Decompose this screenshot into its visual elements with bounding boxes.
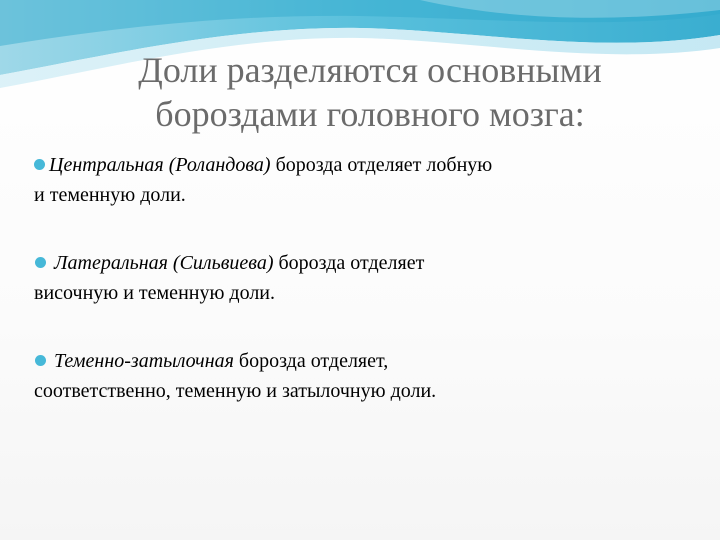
item-text-line2: височную и теменную доли.: [34, 282, 276, 304]
bullet-list: [34, 150, 674, 444]
item-italic-term: Теменно-затылочная: [54, 350, 234, 372]
item-text: борозда отделяет лобную: [270, 154, 493, 176]
title-line-1: Доли разделяются основными: [138, 50, 602, 90]
list-item: [34, 248, 674, 308]
item-text: борозда отделяет,: [233, 350, 389, 372]
bullet-icon: [35, 257, 46, 268]
item-text: борозда отделяет: [273, 252, 425, 274]
list-item: [34, 150, 674, 210]
item-italic-term: Центральная (Роландова): [49, 154, 271, 176]
item-text-line2: и теменную доли.: [34, 184, 186, 206]
title-line-2: бороздами головного мозга:: [155, 94, 585, 134]
list-item: [34, 346, 674, 406]
bullet-icon: [34, 159, 45, 170]
slide-title: [60, 48, 680, 136]
item-text-line2: соответственно, теменную и затылочную доли.: [34, 380, 437, 402]
bullet-icon: [35, 355, 46, 366]
item-italic-term: Латеральная (Сильвиева): [54, 252, 274, 274]
